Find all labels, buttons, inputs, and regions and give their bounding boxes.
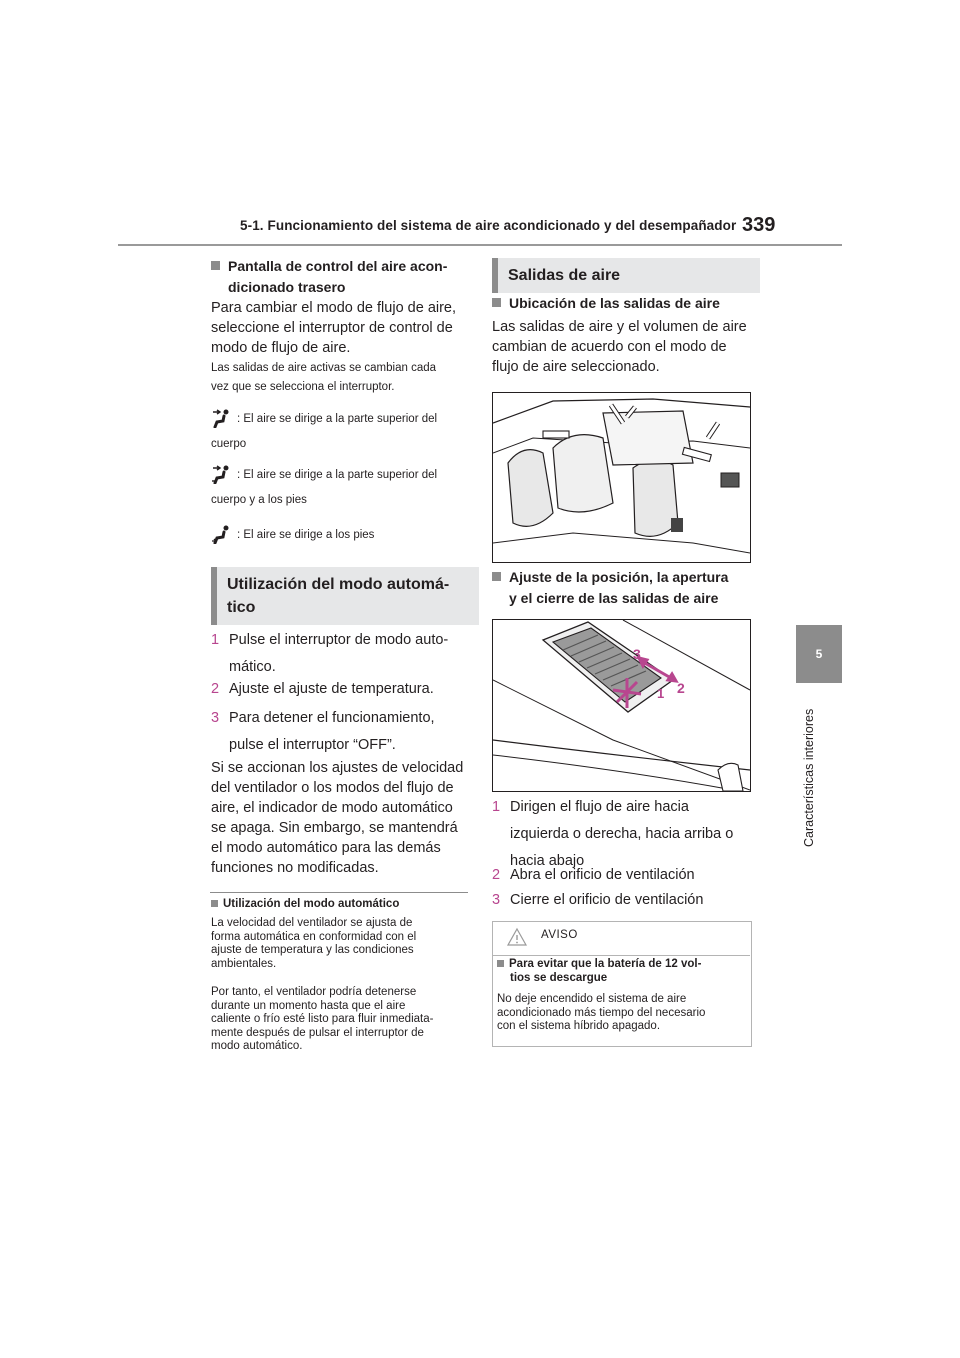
square-bullet-icon	[497, 960, 504, 967]
rear-control-heading-line1: Pantalla de control del aire acon-	[228, 258, 448, 274]
mode-face-text: : El aire se dirige a la parte superior del	[237, 413, 438, 425]
text-line: No deje encendido el sistema de aire	[497, 993, 687, 1005]
note-heading	[211, 898, 476, 910]
location-heading	[492, 293, 757, 314]
rear-control-heading-line2: dicionado trasero	[228, 279, 346, 295]
step-text: Ajuste el ajuste de temperatura.	[229, 681, 434, 697]
auto-mode-section-title	[211, 567, 479, 625]
warning-title: AVISO	[541, 929, 578, 941]
mode-face-feet-text: : El aire se dirige a la parte superior del	[237, 469, 438, 481]
auto-step-3	[211, 708, 476, 756]
airflow-face-feet-icon	[211, 464, 233, 484]
text-line: el modo automático para las demás	[211, 840, 441, 856]
note-para-2	[211, 986, 476, 1054]
step-text: Para detener el funcionamiento,	[229, 710, 435, 726]
step-number: 1	[492, 799, 501, 815]
header-divider	[118, 244, 842, 246]
airflow-feet-icon	[211, 524, 233, 544]
air-outlets-section-title	[492, 258, 760, 293]
auto-mode-body	[211, 758, 476, 878]
rear-control-note	[211, 359, 476, 397]
text-line: Las salidas de aire y el volumen de aire	[492, 319, 747, 335]
text-line: modo automático.	[211, 1040, 303, 1052]
square-bullet-icon	[211, 261, 220, 270]
section-title-line2: tico	[227, 599, 256, 616]
text-line: funciones no modificadas.	[211, 860, 379, 876]
auto-step-1	[211, 630, 476, 678]
text-line: forma automática en conformidad con el	[211, 930, 417, 943]
step-number: 1	[211, 632, 220, 648]
text-line: Para cambiar el modo de flujo de aire,	[211, 300, 457, 316]
location-heading-text: Ubicación de las salidas de aire	[509, 295, 720, 311]
warning-heading-line1: Para evitar que la batería de 12 vol-	[509, 958, 702, 970]
rear-control-body	[211, 298, 476, 358]
adjust-step-1	[492, 797, 757, 872]
square-bullet-icon	[211, 900, 218, 907]
text-line: caliente o frío esté listo para fluir inmediata-	[211, 1013, 434, 1025]
square-bullet-icon	[492, 572, 501, 581]
mode-face-text-2: cuerpo	[211, 438, 247, 450]
note-heading-text: Utilización del modo automático	[223, 898, 400, 910]
airflow-face-icon	[211, 408, 233, 428]
rear-control-heading	[211, 256, 476, 298]
step-text-3: hacia abajo	[510, 853, 585, 869]
text-line: durante un momento hasta que el aire	[211, 999, 406, 1012]
text-line: mente después de pulsar el interruptor de	[211, 1026, 424, 1039]
callout-1: 1	[657, 686, 665, 701]
text-line: La velocidad del ventilador se ajusta de	[211, 917, 413, 929]
auto-step-2	[211, 679, 476, 700]
square-bullet-icon	[492, 298, 501, 307]
text-line: aire, el indicador de modo automático	[211, 800, 453, 816]
text-line: flujo de aire seleccionado.	[492, 359, 660, 375]
vent-adjustment-illustration	[492, 619, 751, 792]
step-number: 3	[211, 710, 220, 726]
mode-item-feet	[211, 524, 476, 545]
section-title: Salidas de aire	[508, 267, 621, 284]
step-number: 2	[211, 681, 220, 697]
text-line: Por tanto, el ventilador podría detenerse	[211, 986, 417, 998]
text-line: se apaga. Sin embargo, se mantendrá	[211, 820, 458, 836]
text-line: Si se accionan los ajustes de velocidad	[211, 760, 464, 776]
adjust-heading-line1: Ajuste de la posición, la apertura	[509, 569, 729, 585]
mode-face-feet-text-2: cuerpo y a los pies	[211, 494, 307, 506]
mode-item-face	[211, 408, 476, 454]
text-line: cambian de acuerdo con el modo de	[492, 339, 727, 355]
text-line: ajuste de temperatura y las condiciones	[211, 944, 414, 956]
step-text-2: izquierda o derecha, hacia arriba o	[510, 826, 734, 842]
text-line: modo de flujo de aire.	[211, 340, 351, 356]
adjust-step-3	[492, 890, 757, 911]
text-line: ambientales.	[211, 957, 277, 970]
step-number: 3	[492, 892, 501, 908]
warning-body	[497, 993, 747, 1034]
cabin-outlets-illustration	[492, 392, 751, 563]
step-text-2: mático.	[229, 659, 276, 675]
location-body	[492, 317, 757, 377]
chapter-title: Características interiores	[802, 708, 816, 847]
callout-3: 3	[633, 646, 641, 662]
adjust-step-2	[492, 865, 757, 886]
adjust-heading	[492, 567, 757, 609]
text-line: seleccione el interruptor de control de	[211, 320, 453, 336]
note-para-1	[211, 917, 476, 971]
section-title-line1: Utilización del modo automá-	[227, 576, 450, 593]
adjust-heading-line2: y el cierre de las salidas de aire	[509, 590, 719, 606]
warning-heading-line2: tios se descargue	[510, 972, 608, 984]
note-divider	[210, 892, 468, 893]
step-text-2: pulse el interruptor “OFF”.	[229, 737, 396, 753]
mode-feet-text: : El aire se dirige a los pies	[237, 529, 375, 541]
step-number: 2	[492, 867, 501, 883]
text-line: Las salidas de aire activas se cambian cada	[211, 362, 437, 374]
step-text: Cierre el orificio de ventilación	[510, 892, 704, 908]
text-line: vez que se selecciona el interruptor.	[211, 381, 395, 393]
callout-2: 2	[677, 680, 685, 696]
chapter-title-vertical	[798, 692, 824, 852]
text-line: del ventilador o los modos del flujo de	[211, 780, 454, 796]
text-line: acondicionado más tiempo del necesario	[497, 1006, 706, 1019]
header-title: 5-1. Funcionamiento del sistema de aire acondicionado y del desempañador	[240, 218, 737, 233]
warning-title-bar	[492, 921, 750, 956]
warning-heading	[497, 957, 747, 985]
mode-item-face-feet	[211, 464, 476, 510]
page-number: 339	[742, 214, 776, 236]
step-text: Pulse el interruptor de modo auto-	[229, 632, 449, 648]
step-text: Dirigen el flujo de aire hacia	[510, 799, 689, 815]
step-text: Abra el orificio de ventilación	[510, 867, 695, 883]
chapter-tab[interactable]: 5	[796, 625, 842, 683]
warning-triangle-icon	[506, 927, 528, 947]
text-line: con el sistema híbrido apagado.	[497, 1020, 661, 1032]
